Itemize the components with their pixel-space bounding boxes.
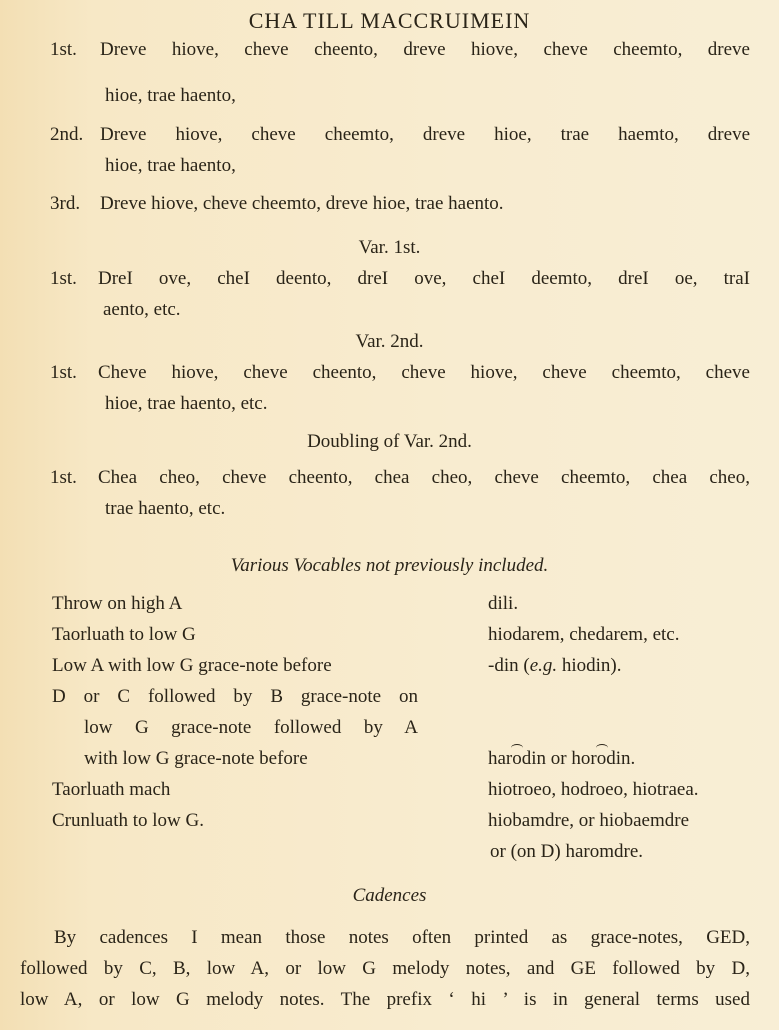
verse-line: Dreve hiove, cheve cheemto, dreve hioe, trae haento.: [100, 193, 504, 214]
text: din or hor: [521, 748, 597, 769]
vocable-term: Crunluath to low G.: [52, 810, 204, 831]
verse-line: Dreve hiove, cheve cheento, dreve hiove, cheve cheemto, dreve: [100, 39, 750, 60]
vocable-term: Taorluath mach: [52, 779, 171, 800]
verse-line: Cheve hiove, cheve cheento, cheve hiove, cheve cheemto, cheve: [98, 362, 750, 383]
vocable-term: Low A with low G grace-note before: [52, 655, 332, 676]
var1-heading: Var. 1st.: [358, 237, 421, 258]
text: -din (: [488, 655, 530, 676]
paragraph-line: followed by C, B, low A, or low G melody notes, and GE followed by D,: [20, 958, 750, 979]
vocable-term: with low G grace-note before: [84, 748, 308, 769]
vocables-heading: Various Vocables not previously included.: [230, 555, 549, 576]
verse-line: hioe, trae haento, etc.: [105, 393, 268, 414]
vocable-term: low G grace-note followed by A: [84, 717, 418, 738]
cadences-heading: Cadences: [352, 885, 427, 906]
text: hiodin).: [557, 655, 622, 676]
paragraph-line: [50, 926, 750, 950]
text: har: [488, 748, 513, 769]
var2-heading: Var. 2nd.: [355, 331, 424, 352]
verse-line: Chea cheo, cheve cheento, chea cheo, cheve cheemto, chea cheo,: [98, 467, 750, 488]
text: din.: [606, 748, 636, 769]
arc-letter: o: [512, 748, 522, 769]
verse-number: 1st.: [50, 467, 77, 488]
verse-line: Dreve hiove, cheve cheemto, dreve hioe, trae haemto, dreve: [100, 124, 750, 145]
vocable-term: Throw on high A: [52, 593, 183, 614]
vocable-value: [488, 747, 635, 771]
page-title: CHA TILL MACCRUIMEIN: [248, 8, 531, 33]
doubling-heading: Doubling of Var. 2nd.: [307, 431, 472, 452]
verse-number: 1st.: [50, 268, 77, 289]
vocable-value: hiobamdre, or hiobaemdre: [488, 810, 690, 831]
vocable-value: hiotroeo, hodroeo, hiotraea.: [488, 779, 699, 800]
verse-line: DreI ove, cheI deento, dreI ove, cheI deemto, dreI oe, traI: [98, 268, 750, 289]
paragraph-line: low A, or low G melody notes. The prefix ‘ hi ’ is in general terms used: [20, 989, 750, 1010]
vocable-value: or (on D) haromdre.: [490, 841, 644, 862]
vocable-term: D or C followed by B grace-note on: [52, 686, 418, 707]
verse-number: 2nd.: [50, 124, 84, 145]
vocable-value: hiodarem, chedarem, etc.: [488, 624, 680, 645]
vocable-term: Taorluath to low G: [52, 624, 196, 645]
verse-number: 3rd.: [50, 193, 81, 214]
verse-line: hioe, trae haento,: [105, 155, 236, 176]
text-italic: e.g.: [529, 655, 558, 676]
text: By cadences I mean those notes often printed as grace-notes, GED,: [54, 927, 750, 948]
vocable-value: [488, 654, 622, 678]
arc-letter: o: [596, 748, 607, 769]
verse-number: 1st.: [50, 362, 77, 383]
verse-line: hioe, trae haento,: [105, 85, 236, 106]
verse-line: trae haento, etc.: [105, 498, 226, 519]
verse-line: aento, etc.: [103, 299, 181, 320]
verse-number: 1st.: [50, 39, 77, 60]
vocable-value: dili.: [488, 593, 519, 614]
